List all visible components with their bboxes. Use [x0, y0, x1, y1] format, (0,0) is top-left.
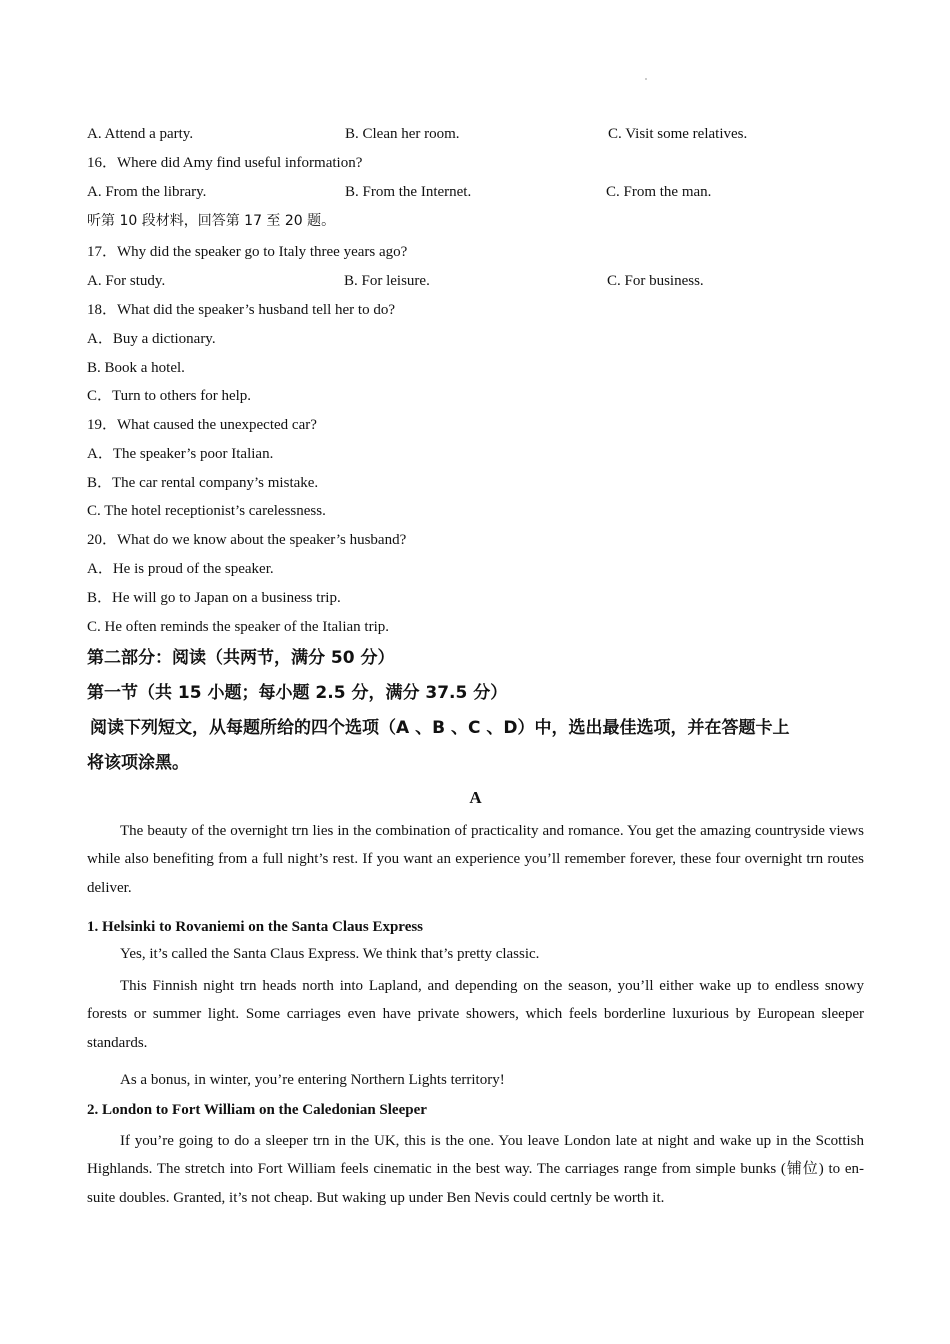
q15-option-a: A. Attend a party.: [87, 126, 194, 142]
q17-question: 17．Why did the speaker go to Italy three years ago?: [87, 244, 408, 260]
route-1-paragraph-2: This Finnish night trn heads north into Lapland, and depending on the season, you’ll either wake up to endless snowy forests or summer light. Some carriages even have private showers, which feels borderline luxurious by European sleeper standards.: [87, 978, 864, 1051]
route-1-paragraph-1: Yes, it’s called the Santa Claus Express. We think that’s pretty classic.: [120, 946, 540, 962]
q20-option-a: A．He is proud of the speaker.: [87, 561, 274, 577]
q20-question: 20．What do we know about the speaker’s husband?: [87, 532, 407, 548]
q19-option-b: B．The car rental company’s mistake.: [87, 475, 319, 491]
directions-line-1: 阅读下列短文，从每题所给的四个选项（A 、B 、C 、D）中，选出最佳选项，并在答题卡上: [90, 718, 790, 738]
instruction-material-10: 听第 10 段材料，回答第 17 至 20 题。: [87, 213, 336, 229]
q16-question: 16．Where did Amy find useful information?: [87, 155, 363, 171]
q17-option-b: B. For leisure.: [344, 273, 430, 289]
q16-option-c: C. From the man.: [606, 184, 712, 200]
passage-label: A: [469, 788, 482, 807]
q17-option-a: A. For study.: [87, 273, 166, 289]
section1-title: 第一节（共 15 小题；每小题 2.5 分，满分 37.5 分）: [87, 683, 508, 703]
q20-option-b: B．He will go to Japan on a business trip.: [87, 590, 341, 606]
q19-question: 19．What caused the unexpected car?: [87, 417, 317, 433]
q19-option-a: A．The speaker’s poor Italian.: [87, 446, 274, 462]
q18-option-b: B. Book a hotel.: [87, 360, 185, 376]
q18-question: 18．What did the speaker’s husband tell her to do?: [87, 302, 395, 318]
route-2-paragraph-1: If you’re going to do a sleeper trn in the UK, this is the one. You leave London late at night and wake up in the Scottish Highlands. The stretch into Fort William feels cinematic in the best way. The carriages range from simple bunks (铺位) to en-suite doubles. Granted, it’s not cheap. But waking up under Ben Nevis could certnly be worth it.: [87, 1133, 864, 1206]
q16-option-a: A. From the library.: [87, 184, 207, 200]
part2-title: 第二部分：阅读（共两节，满分 50 分）: [87, 648, 395, 668]
q20-option-c: C. He often reminds the speaker of the Italian trip.: [87, 619, 389, 635]
q17-option-c: C. For business.: [607, 273, 704, 289]
q15-option-b: B. Clean her room.: [345, 126, 460, 142]
q16-option-b: B. From the Internet.: [345, 184, 472, 200]
directions-line-2: 将该项涂黑。: [87, 753, 189, 773]
q18-option-a: A．Buy a dictionary.: [87, 331, 216, 347]
q19-option-c: C. The hotel receptionist’s carelessness.: [87, 503, 326, 519]
q15-option-c: C. Visit some relatives.: [608, 126, 748, 142]
route-2-title: 2. London to Fort William on the Caledonian Sleeper: [87, 1102, 427, 1118]
route-1-title: 1. Helsinki to Rovaniemi on the Santa Claus Express: [87, 919, 424, 935]
passage-intro: The beauty of the overnight trn lies in the combination of practicality and romance. You get the amazing countryside views while also benefiting from a full night’s rest. If you want an experience you’ll remember forever, these four overnight trn routes deliver.: [87, 823, 864, 896]
route-1-paragraph-3: As a bonus, in winter, you’re entering Northern Lights territory!: [120, 1072, 505, 1088]
scan-speck: [645, 78, 647, 80]
q18-option-c: C．Turn to others for help.: [87, 388, 252, 404]
